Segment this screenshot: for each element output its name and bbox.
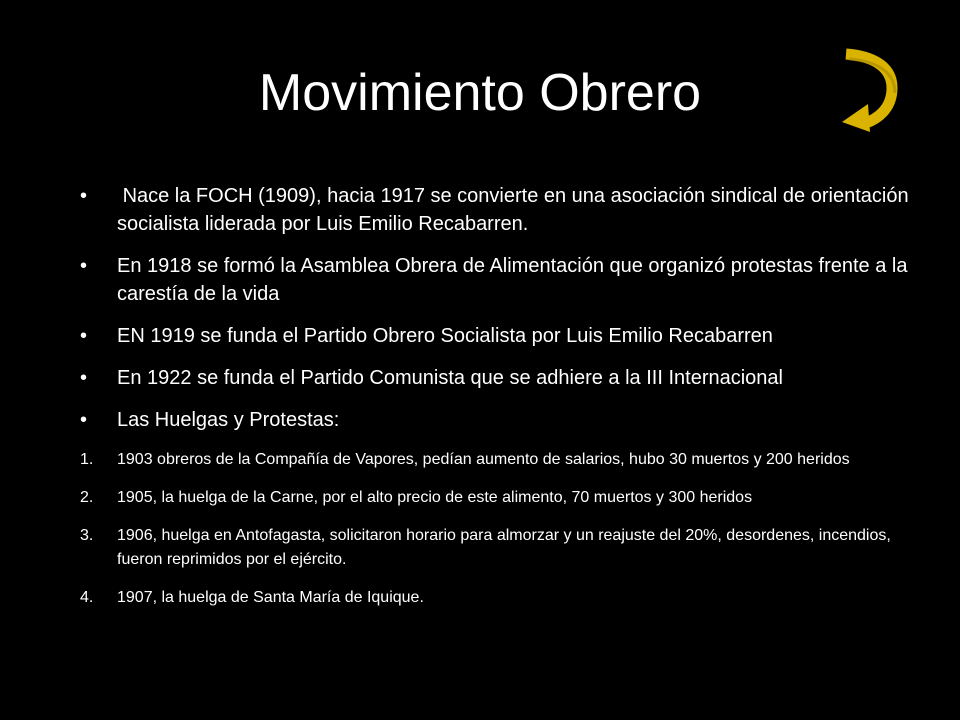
numbered-item bbox=[80, 524, 920, 572]
bullet-marker: • bbox=[80, 409, 88, 431]
bullet-text: En 1918 se formó la Asamblea Obrera de Alimentación que organizó protestas frente a la carestía de la vida bbox=[117, 255, 908, 305]
bullet-item bbox=[80, 406, 920, 434]
bullet-marker: • bbox=[80, 185, 88, 207]
numbered-text: 1906, huelga en Antofagasta, solicitaron horario para almorzar y un reajuste del 20%, desordenes, incendios, fueron reprimidos por el ejército. bbox=[117, 527, 891, 568]
numbered-item bbox=[80, 586, 920, 610]
number-marker: 1. bbox=[80, 451, 94, 468]
bullet-item bbox=[80, 252, 920, 308]
return-arrow-icon[interactable] bbox=[838, 46, 902, 134]
bullet-text: Nace la FOCH (1909), hacia 1917 se convierte en una asociación sindical de orientación socialista liderada por Luis Emilio Recabarren. bbox=[117, 185, 915, 235]
number-marker: 4. bbox=[80, 589, 94, 606]
bullet-text: Las Huelgas y Protestas: bbox=[117, 409, 340, 431]
bullet-marker: • bbox=[80, 325, 88, 347]
bullet-text: EN 1919 se funda el Partido Obrero Socialista por Luis Emilio Recabarren bbox=[117, 325, 773, 347]
numbered-text: 1907, la huelga de Santa María de Iquique. bbox=[117, 589, 424, 606]
numbered-text: 1903 obreros de la Compañía de Vapores, pedían aumento de salarios, hubo 30 muertos y 200 heridos bbox=[117, 451, 850, 468]
numbered-list bbox=[80, 448, 920, 610]
slide-title: Movimiento Obrero bbox=[258, 64, 702, 122]
slide-content bbox=[80, 182, 920, 624]
number-marker: 3. bbox=[80, 527, 94, 544]
bullet-text: En 1922 se funda el Partido Comunista que se adhiere a la III Internacional bbox=[117, 367, 783, 389]
numbered-item bbox=[80, 486, 920, 510]
bullet-marker: • bbox=[80, 367, 88, 389]
bullet-marker: • bbox=[80, 255, 88, 277]
bullet-item bbox=[80, 364, 920, 392]
bullet-item bbox=[80, 182, 920, 238]
bullet-item bbox=[80, 322, 920, 350]
numbered-item bbox=[80, 448, 920, 472]
number-marker: 2. bbox=[80, 489, 94, 506]
numbered-text: 1905, la huelga de la Carne, por el alto precio de este alimento, 70 muertos y 300 heridos bbox=[117, 489, 753, 506]
